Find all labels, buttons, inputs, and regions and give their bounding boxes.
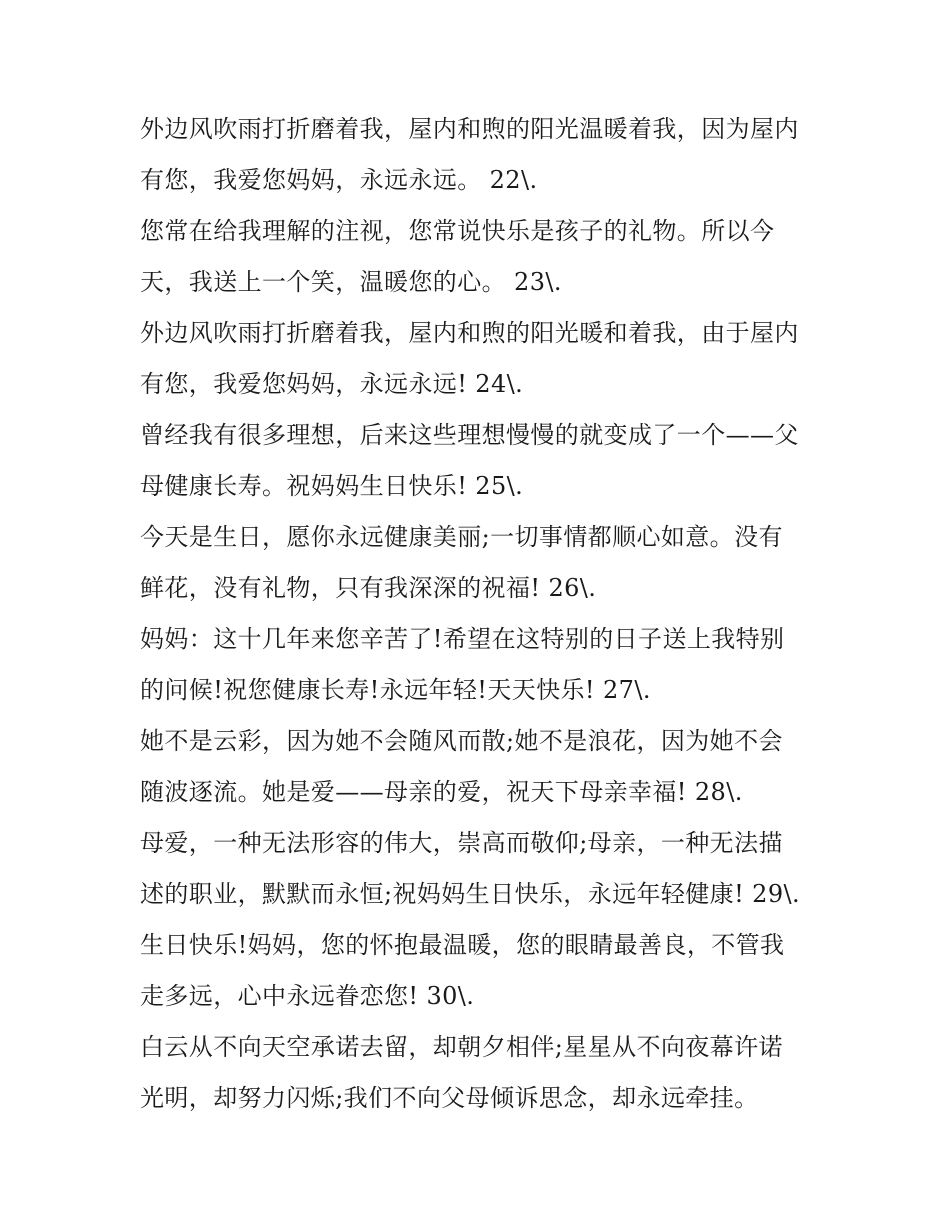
text-line: 走多远，心中永远眷恋您! 30\.	[140, 982, 475, 1010]
text-line: 白云从不向天空承诺去留，却朝夕相伴;星星从不向夜幕许诺	[140, 1033, 783, 1061]
text-line: 鲜花，没有礼物，只有我深深的祝福! 26\.	[140, 574, 597, 602]
text-line: 母爱，一种无法形容的伟大，崇高而敬仰;母亲，一种无法描	[140, 829, 783, 857]
text-line: 天，我送上一个笑，温暖您的心。 23\.	[140, 268, 562, 296]
body-text	[140, 104, 830, 1124]
text-line: 她不是云彩，因为她不会随风而散;她不是浪花，因为她不会	[140, 727, 783, 755]
text-line: 的问候!祝您健康长寿!永远年轻!天天快乐! 27\.	[140, 676, 651, 704]
text-line: 有您，我爱您妈妈，永远永远。 22\.	[140, 166, 538, 194]
text-line: 今天是生日，愿你永远健康美丽;一切事情都顺心如意。没有	[140, 523, 783, 551]
text-line: 外边风吹雨打折磨着我，屋内和煦的阳光暖和着我，由于屋内	[140, 319, 799, 347]
text-line: 有您，我爱您妈妈，永远永远! 24\.	[140, 370, 524, 398]
text-line: 妈妈：这十几年来您辛苦了!希望在这特别的日子送上我特别	[140, 625, 785, 653]
text-line: 外边风吹雨打折磨着我，屋内和煦的阳光温暖着我，因为屋内	[140, 115, 799, 143]
text-line: 述的职业，默默而永恒;祝妈妈生日快乐，永远年轻健康! 29\.	[140, 880, 801, 908]
text-line: 母健康长寿。祝妈妈生日快乐! 25\.	[140, 472, 524, 500]
text-line: 您常在给我理解的注视，您常说快乐是孩子的礼物。所以今	[140, 217, 775, 245]
text-line: 生日快乐!妈妈，您的怀抱最温暖，您的眼睛最善良，不管我	[140, 931, 785, 959]
text-line: 曾经我有很多理想，后来这些理想慢慢的就变成了一个——父	[140, 421, 799, 449]
text-line: 光明，却努力闪烁;我们不向父母倾诉思念，却永远牵挂。	[140, 1084, 759, 1112]
text-line: 随波逐流。她是爱——母亲的爱，祝天下母亲幸福! 28\.	[140, 778, 743, 806]
